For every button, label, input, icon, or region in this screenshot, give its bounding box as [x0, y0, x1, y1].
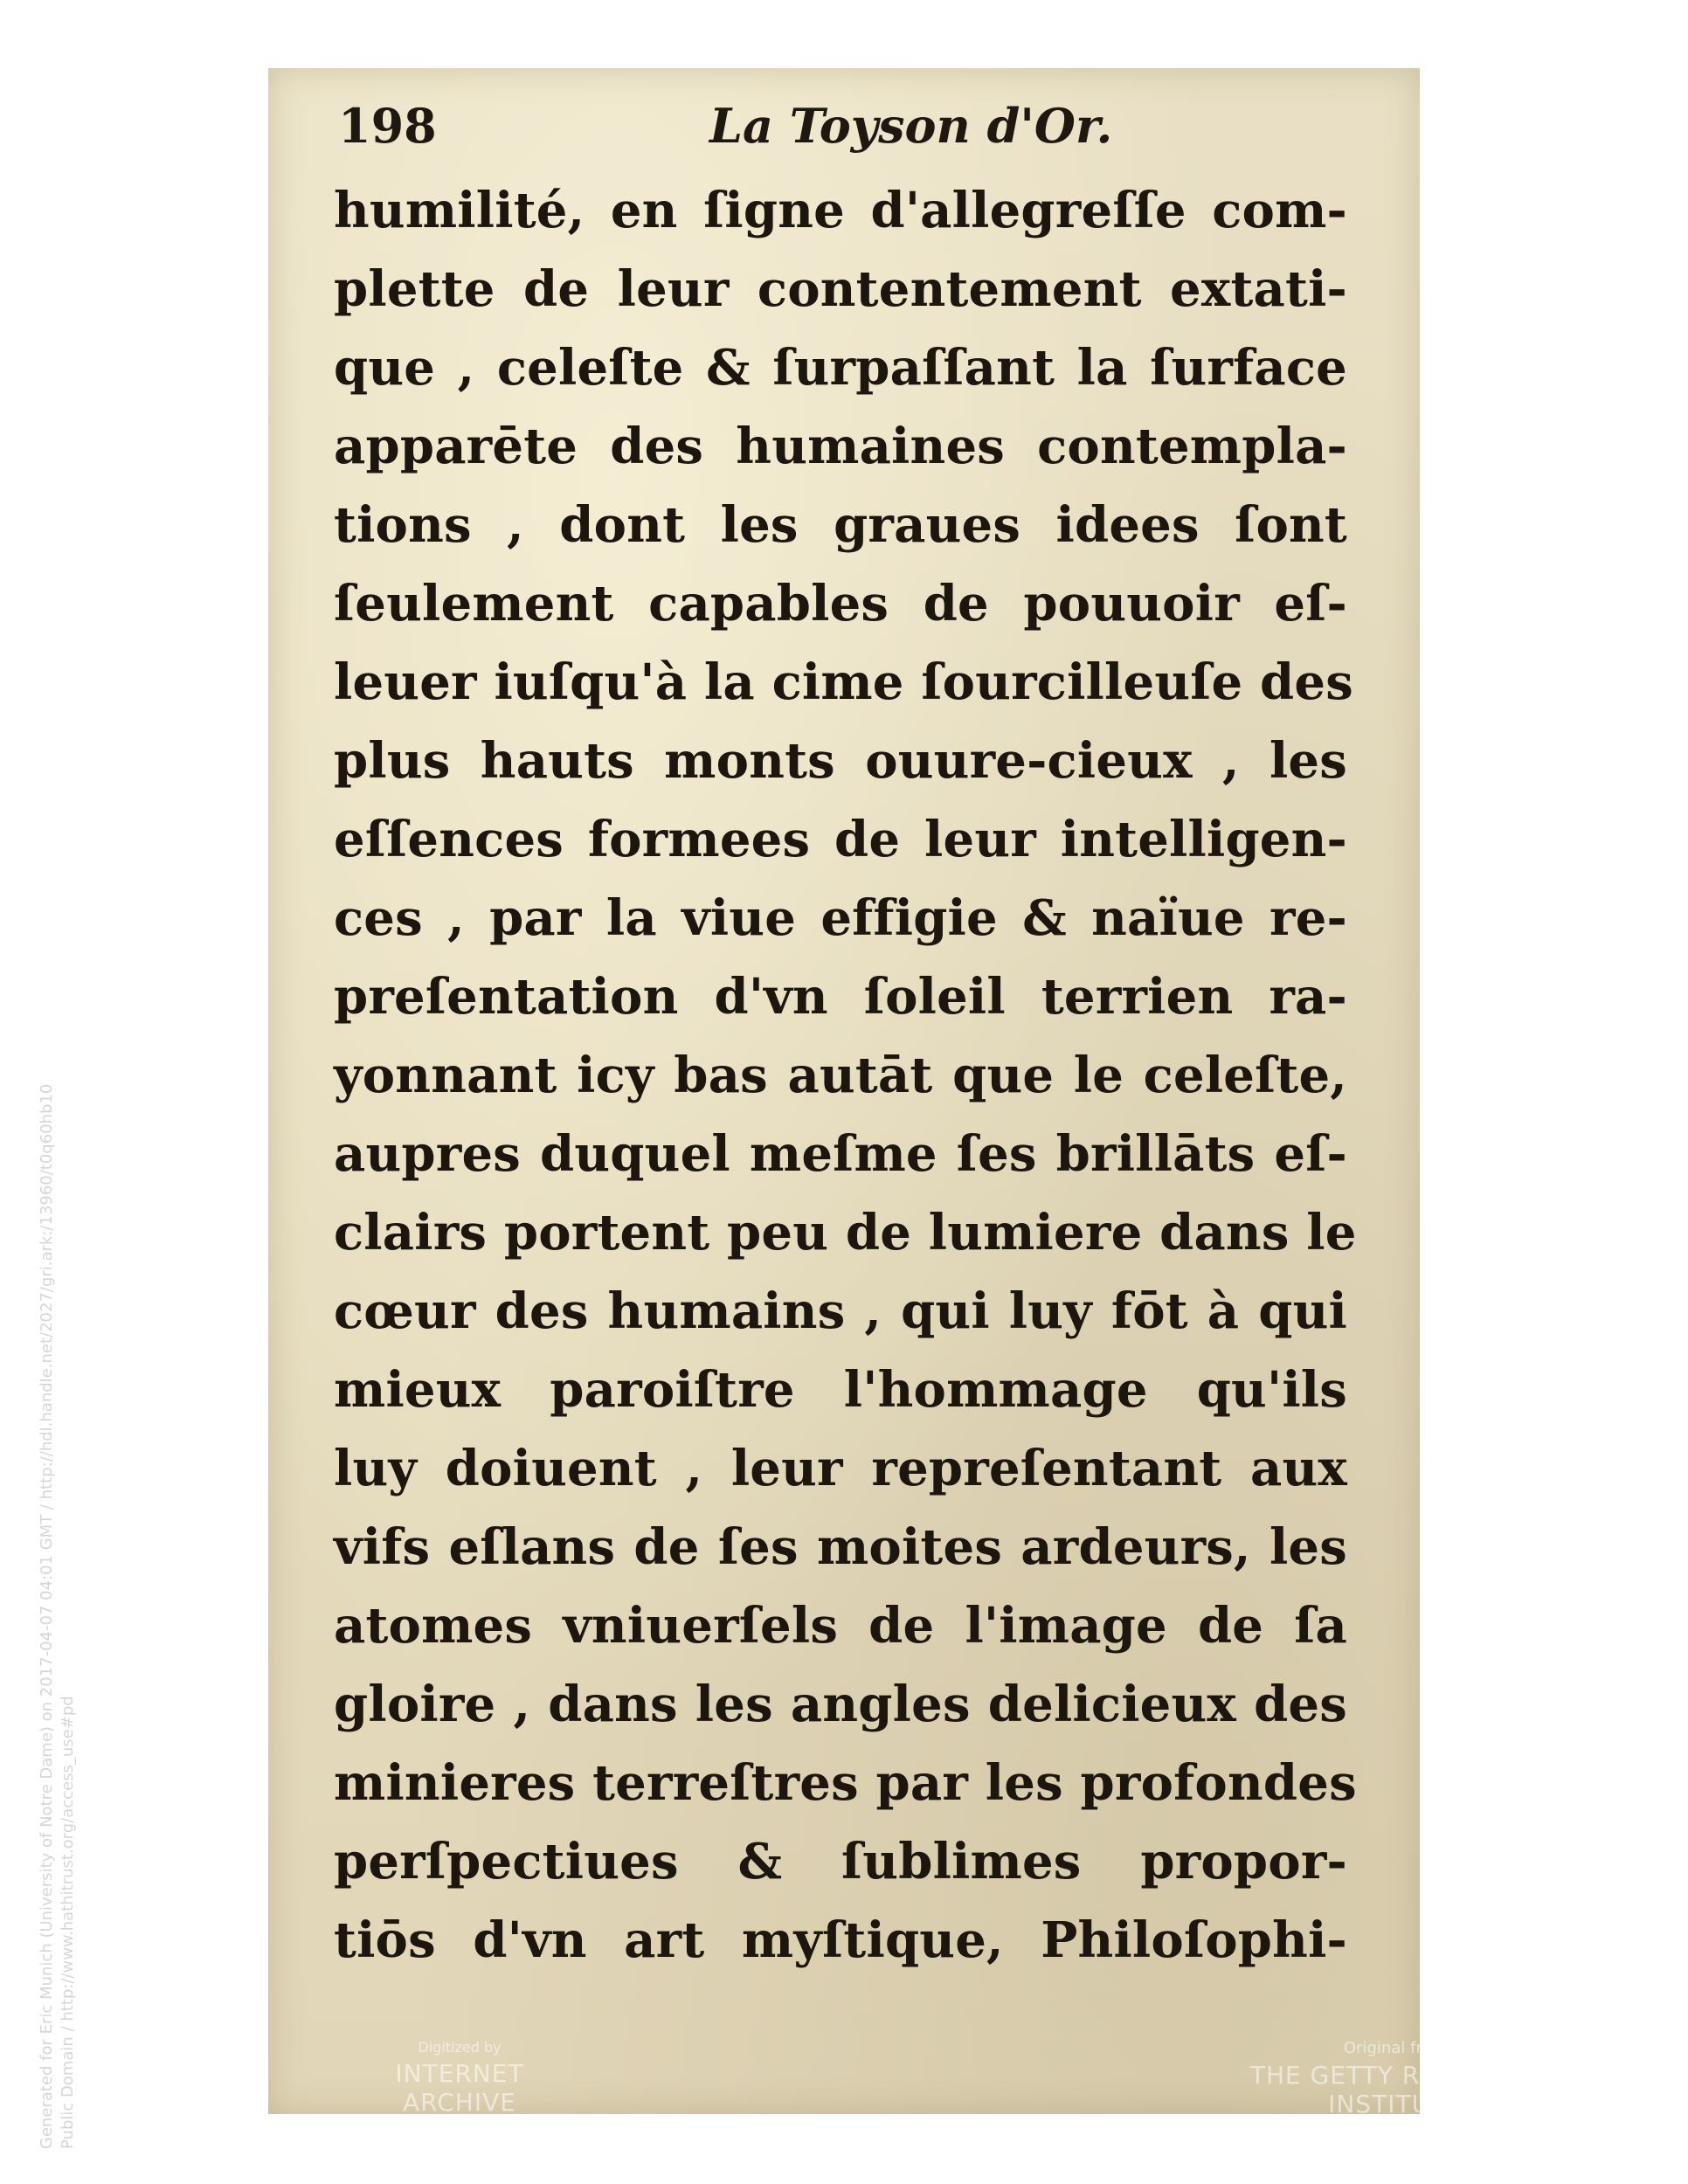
text-line: mieux paroiſtre l'hommage qu'ils — [334, 1361, 1347, 1419]
text-line: que , celeſte & ſurpaſſant la ſurface — [334, 339, 1347, 397]
text-line: eſſences formees de leur intelligen- — [334, 811, 1347, 868]
generation-stamp — [37, 786, 79, 2149]
digitized-by-source: INTERNET ARCHIVE — [395, 2059, 524, 2117]
text-line: gloire , dans les angles delicieux des — [334, 1676, 1347, 1733]
text-line: apparēte des humaines contempla- — [334, 418, 1347, 475]
text-line: leuer iuſqu'à la cime ſourcilleuſe des — [334, 653, 1353, 711]
digitized-by-label: Digitized by — [418, 2039, 502, 2056]
text-line: tions , dont les graues idees ſont — [334, 496, 1347, 554]
text-line: tiōs d'vn art myſtique, Philoſophi- — [334, 1911, 1347, 1969]
generation-stamp-line-1: Generated for Eric Munich (University of Notre Dame) on 2017-04-07 04:01 GMT / http://hdl.handle.net/2027/gri.ark:/13960/t0q60hb10 — [38, 1083, 56, 2149]
digitized-by-watermark — [359, 2039, 560, 2117]
scanned-book-page — [268, 68, 1541, 2118]
page-header — [338, 87, 1369, 171]
text-line: perſpectiues & ſublimes propor- — [334, 1833, 1347, 1890]
text-line: clairs portent peu de lumiere dans le — [334, 1204, 1357, 1261]
generation-stamp-line-2: Public Domain / http://www.hathitrust.org/access_use#pd — [59, 1696, 77, 2149]
text-line: yonnant icy bas autāt que le celeſte, — [334, 1047, 1347, 1104]
original-from-source: THE GETTY RESEARCH INSTITUTE — [1249, 2061, 1541, 2118]
original-from-label: Original from — [1343, 2039, 1448, 2057]
text-line: luy doiuent , leur repreſentant aux — [334, 1440, 1347, 1497]
text-line: atomes vniuerſels de l'image de ſa — [334, 1597, 1347, 1655]
text-line: preſentation d'vn ſoleil terrien ra- — [334, 968, 1347, 1026]
text-line: minieres terreſtres par les profondes — [334, 1754, 1357, 1812]
text-line: cœur des humains , qui luy fōt à qui — [334, 1282, 1347, 1340]
text-line: aupres duquel meſme ſes brillāts eſ- — [334, 1125, 1347, 1183]
body-text — [334, 171, 1357, 1980]
text-line: vifs eſlans de ſes moites ardeurs, les — [334, 1518, 1347, 1576]
text-line: ces , par la viue effigie & naïue re- — [334, 889, 1347, 947]
original-from-watermark — [1212, 2039, 1579, 2118]
text-line: plus hauts monts ouure-cieux , les — [334, 732, 1347, 790]
running-title: La Toyson d'Or. — [709, 98, 1113, 154]
text-line: humilité, en ſigne d'allegreſſe com- — [334, 182, 1347, 239]
page-number: 198 — [338, 98, 437, 154]
text-line: plette de leur contentement extati- — [334, 260, 1347, 318]
text-line: ſeulement capables de pouuoir eſ- — [334, 575, 1347, 632]
